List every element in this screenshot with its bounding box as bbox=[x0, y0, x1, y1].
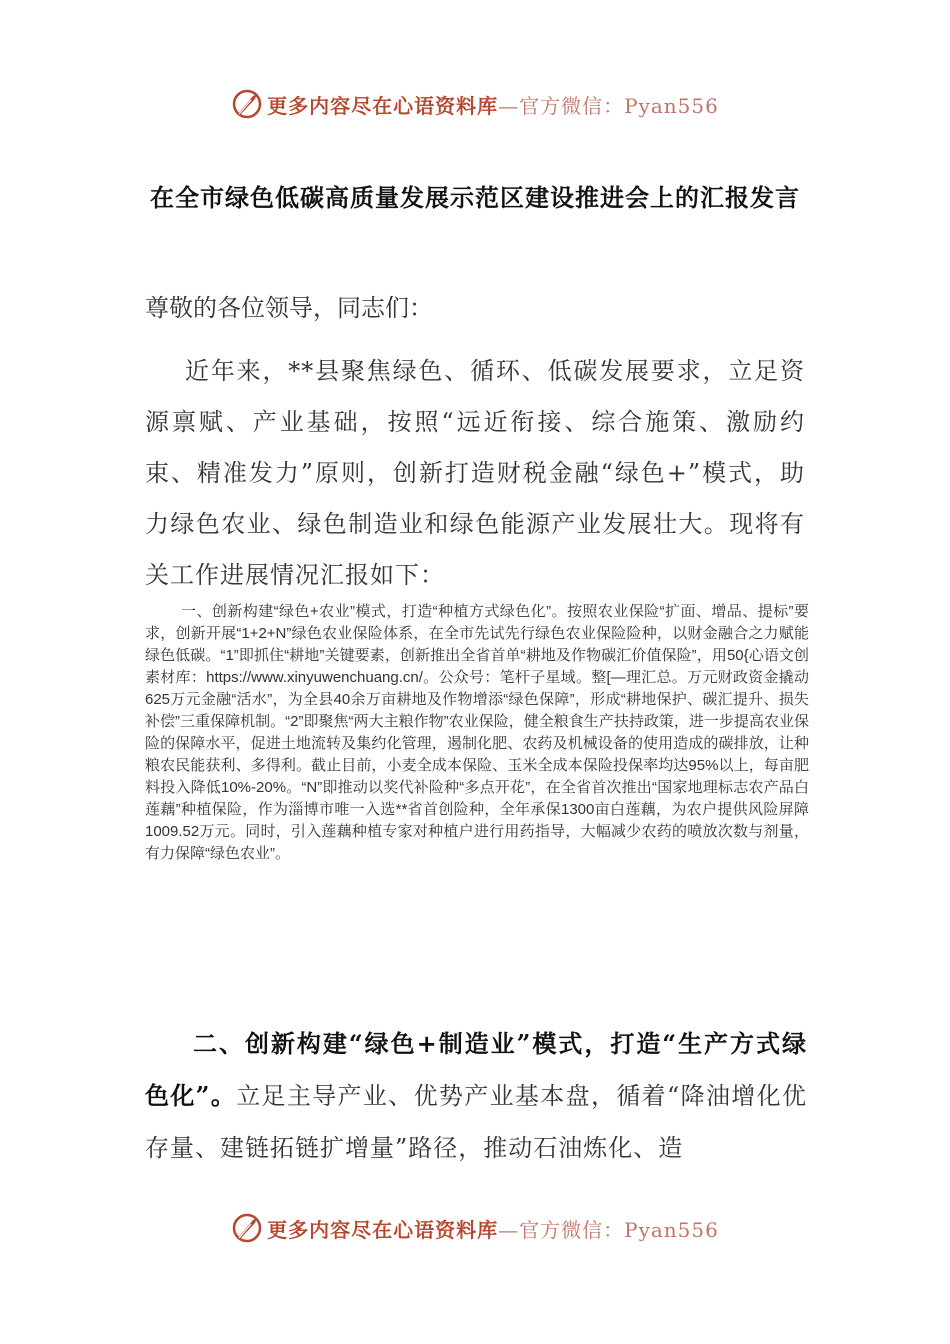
section-1-paragraph: 一、创新构建“绿色+农业”模式，打造“种植方式绿色化”。按照农业保险“扩面、增品、提标”要求，创新开展“1+2+N”绿色农业保险体系，在全市先试先行绿色农业保险险种，以财金融合之力赋能绿色低碳。“1”即抓住“耕地”关键要素，创新推出全省首单“耕地及作物碳汇价值保险”，用50{心语文创素材库：https://www.xinyuwenchuang.cn/。公众号：笔杆子星域。整[—理汇总。万元财政资金撬动625万元金融“活水”，为全县40余万亩耕地及作物增添“绿色保障”，形成“耕地保护、碳汇提升、损失补偿”三重保障机制。“2”即聚焦“两大主粮作物”农业保险，健全粮食生产扶持政策，进一步提高农业保险的保障水平，促进土地流转及集约化管理，遏制化肥、农药及机械设备的使用造成的碳排放，让种粮农民能获利、多得利。截止目前，小麦全成本保险、玉米全成本保险投保率均达95%以上，每亩肥料投入降低10%-20%。“N”即推动以奖代补险种“多点开花”，在全省首次推出“国家地理标志农产品白莲藕”种植保险，作为淄博市唯一入选**省首创险种，全年承保1300亩白莲藕，为农户提供风险屏障1009.52万元。同时，引入莲藕种植专家对种植户进行用药指导，大幅减少农药的喷放次数与剂量，有力保障“绿色农业”。 bbox=[145, 603, 809, 862]
quill-pen-icon bbox=[231, 88, 263, 120]
banner-text bbox=[267, 90, 719, 119]
section-2-body: 立足主导产业、优势产业基本盘，循着“降油增化优存量、建链拓链扩增量”路径，推动石油炼化、造 bbox=[145, 1082, 807, 1162]
section-2-heading: 二、创新构建“绿色+制造业”模式，打造“生产方式绿色化”。 bbox=[145, 1029, 807, 1110]
banner-wechat-id: Pyan556 bbox=[624, 1217, 719, 1242]
banner-wechat-id: Pyan556 bbox=[624, 93, 719, 118]
header-banner bbox=[0, 84, 950, 124]
quill-pen-icon bbox=[231, 1212, 263, 1244]
banner-wechat-label: 官方微信： bbox=[519, 93, 625, 118]
document-title: 在全市绿色低碳高质量发展示范区建设推进会上的汇报发言 bbox=[150, 183, 800, 212]
section-2-paragraph bbox=[145, 1018, 807, 1174]
banner-dash: — bbox=[498, 1217, 520, 1242]
greeting: 尊敬的各位领导，同志们： bbox=[145, 294, 433, 322]
footer-banner bbox=[0, 1208, 950, 1248]
banner-text bbox=[267, 1214, 719, 1243]
banner-highlight: 更多内容尽在心语资料库 bbox=[267, 93, 499, 118]
banner-dash: — bbox=[498, 93, 520, 118]
banner-highlight: 更多内容尽在心语资料库 bbox=[267, 1217, 499, 1242]
intro-paragraph: 近年来，**县聚焦绿色、循环、低碳发展要求，立足资源禀赋、产业基础，按照“远近衔接、综合施策、激励约束、精准发力”原则，创新打造财税金融“绿色+”模式，助力绿色农业、绿色制造业和绿色能源产业发展壮大。现将有关工作进展情况汇报如下： bbox=[145, 357, 805, 589]
banner-wechat-label: 官方微信： bbox=[519, 1217, 625, 1242]
